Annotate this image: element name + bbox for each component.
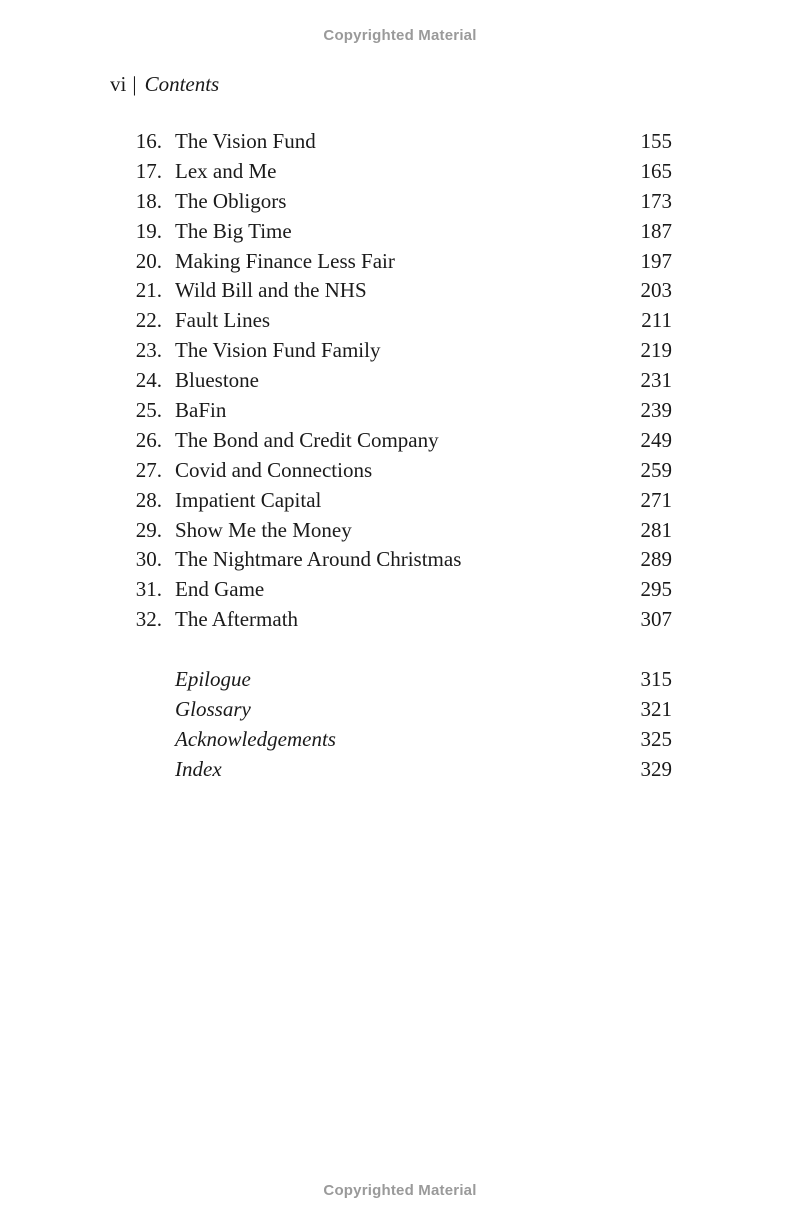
toc-entry [110, 456, 672, 486]
page-number: vi [110, 72, 127, 96]
toc-entry [110, 336, 672, 366]
toc-entry [110, 306, 672, 336]
chapter-page: 231 [640, 368, 672, 393]
chapter-title: End Game [175, 577, 265, 602]
chapter-page: 249 [640, 427, 672, 452]
toc-entry [110, 695, 672, 725]
toc-entry [110, 187, 672, 217]
chapter-title: The Nightmare Around Christmas [175, 547, 462, 572]
toc-entry [110, 217, 672, 247]
chapter-page: 211 [641, 308, 672, 333]
chapter-number: 18. [135, 188, 162, 213]
chapter-page: 289 [640, 547, 672, 572]
chapter-title: The Big Time [175, 218, 292, 243]
toc-entry [110, 486, 672, 516]
chapter-number: 22. [135, 308, 162, 333]
chapter-page: 197 [640, 248, 672, 273]
chapter-page: 203 [640, 278, 672, 303]
chapter-number: 30. [135, 547, 162, 572]
chapter-page: 219 [640, 338, 672, 363]
chapter-title: The Vision Fund Family [175, 338, 381, 363]
chapter-number: 26. [135, 427, 162, 452]
toc-entry [110, 545, 672, 575]
chapter-title: Wild Bill and the NHS [175, 278, 367, 303]
chapter-page: 239 [640, 398, 672, 423]
chapter-page: 165 [640, 158, 672, 183]
toc-backmatter-list [110, 665, 672, 785]
chapter-title: Show Me the Money [175, 517, 352, 542]
chapter-page: 259 [640, 457, 672, 482]
chapter-number: 23. [135, 338, 162, 363]
chapter-page: 281 [640, 517, 672, 542]
chapter-title: The Obligors [175, 188, 287, 213]
chapter-title: BaFin [175, 398, 227, 423]
chapter-number: 20. [135, 248, 162, 273]
watermark-bottom: Copyrighted Material [323, 1182, 477, 1199]
chapter-number: 16. [135, 129, 162, 153]
watermark-top: Copyrighted Material [323, 27, 477, 44]
backmatter-page: 329 [640, 756, 672, 781]
chapter-title: Covid and Connections [175, 457, 373, 482]
running-head-separator: | [132, 72, 137, 96]
chapter-title: The Vision Fund [175, 129, 316, 153]
chapter-number: 27. [135, 457, 162, 482]
toc-entry [110, 665, 672, 695]
chapter-number: 17. [135, 158, 162, 183]
chapter-number: 19. [135, 218, 162, 243]
chapter-number: 25. [135, 398, 162, 423]
toc-entry [110, 755, 672, 785]
toc-entry [110, 396, 672, 426]
chapter-number: 28. [135, 487, 162, 512]
backmatter-title: Glossary [175, 696, 251, 721]
chapter-number: 24. [135, 368, 162, 393]
chapter-title: Fault Lines [175, 308, 271, 333]
toc-entry [110, 247, 672, 277]
toc-entry [110, 276, 672, 306]
toc-entry [110, 426, 672, 456]
chapter-title: Making Finance Less Fair [175, 248, 395, 273]
chapter-title: Bluestone [175, 368, 259, 393]
toc-entry [110, 605, 672, 635]
chapter-number: 21. [135, 278, 162, 303]
chapter-page: 271 [640, 487, 672, 512]
chapter-title: The Aftermath [175, 607, 299, 632]
toc-entry [110, 575, 672, 605]
chapter-number: 31. [135, 577, 162, 602]
chapter-title: Lex and Me [175, 158, 277, 183]
toc-entry [110, 516, 672, 546]
chapter-page: 295 [640, 577, 672, 602]
running-head [110, 72, 219, 97]
chapter-page: 155 [640, 129, 672, 153]
chapter-title: The Bond and Credit Company [175, 427, 439, 452]
backmatter-title: Epilogue [175, 667, 251, 691]
backmatter-page: 315 [640, 667, 672, 691]
backmatter-page: 325 [640, 726, 672, 751]
backmatter-page: 321 [640, 696, 672, 721]
toc-entry [110, 157, 672, 187]
toc-entry [110, 366, 672, 396]
toc-entry [110, 725, 672, 755]
toc-entry [110, 127, 672, 157]
toc-chapter-list [110, 127, 672, 635]
backmatter-title: Index [175, 756, 222, 781]
chapter-page: 173 [640, 188, 672, 213]
chapter-number: 32. [135, 607, 162, 632]
backmatter-title: Acknowledgements [175, 726, 336, 751]
chapter-page: 307 [640, 607, 672, 632]
running-head-title: Contents [144, 72, 220, 96]
chapter-title: Impatient Capital [175, 487, 322, 512]
chapter-number: 29. [135, 517, 162, 542]
chapter-page: 187 [640, 218, 672, 243]
